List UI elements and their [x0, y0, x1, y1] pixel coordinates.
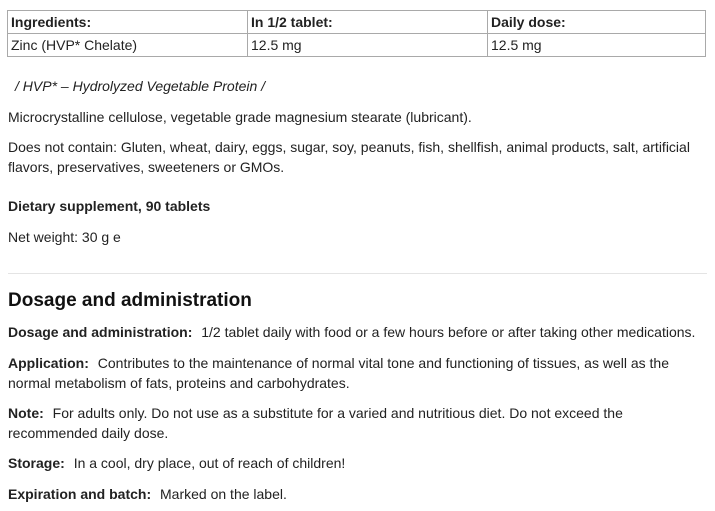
- dosage-paragraph: [8, 322, 707, 342]
- expiration-paragraph: [8, 484, 707, 504]
- application-paragraph: [8, 353, 707, 393]
- note-text: For adults only. Do not use as a substitute for a varied and nutritious diet. Do not exceed the recommended daily dose.: [8, 405, 623, 441]
- storage-text: In a cool, dry place, out of reach of children!: [73, 455, 346, 471]
- hvp-footnote: / HVP* – Hydrolyzed Vegetable Protein /: [15, 78, 266, 94]
- storage-paragraph: [8, 453, 707, 473]
- expiration-text: Marked on the label.: [160, 486, 287, 502]
- dosage-label: Dosage and administration:: [8, 324, 193, 340]
- application-text: Contributes to the maintenance of normal vital tone and functioning of tissues, as well as the normal metabolism of fats, proteins and carbohydrates.: [8, 355, 669, 391]
- cell-ingredient-name: Zinc (HVP* Chelate): [8, 34, 248, 57]
- section-title: Dosage and administration: [8, 290, 252, 311]
- application-label: Application:: [8, 355, 89, 371]
- product-type-text: Dietary supplement, 90 tablets: [8, 198, 211, 214]
- note-label: Note:: [8, 405, 44, 421]
- header-per-half-tablet: In 1/2 tablet:: [248, 11, 488, 34]
- storage-label: Storage:: [8, 455, 65, 471]
- cell-daily-dose: 12.5 mg: [488, 34, 706, 57]
- section-divider: [8, 273, 707, 274]
- header-ingredients: Ingredients:: [8, 11, 248, 34]
- dosage-text: 1/2 tablet daily with food or a few hours before or after taking other medications.: [201, 324, 696, 340]
- table-row: [8, 34, 706, 57]
- header-daily-dose: Daily dose:: [488, 11, 706, 34]
- ingredients-table: [7, 10, 706, 57]
- does-not-contain-text: Does not contain: Gluten, wheat, dairy, eggs, sugar, soy, peanuts, fish, shellfish, animal products, salt, artificial flavors, preservatives, sweeteners or GMOs.: [8, 139, 690, 175]
- net-weight-text: Net weight: 30 g e: [8, 229, 121, 245]
- excipients-text: Microcrystalline cellulose, vegetable grade magnesium stearate (lubricant).: [8, 109, 472, 125]
- cell-per-half-tablet: 12.5 mg: [248, 34, 488, 57]
- table-header-row: [8, 11, 706, 34]
- note-paragraph: [8, 403, 707, 443]
- expiration-label: Expiration and batch:: [8, 486, 152, 502]
